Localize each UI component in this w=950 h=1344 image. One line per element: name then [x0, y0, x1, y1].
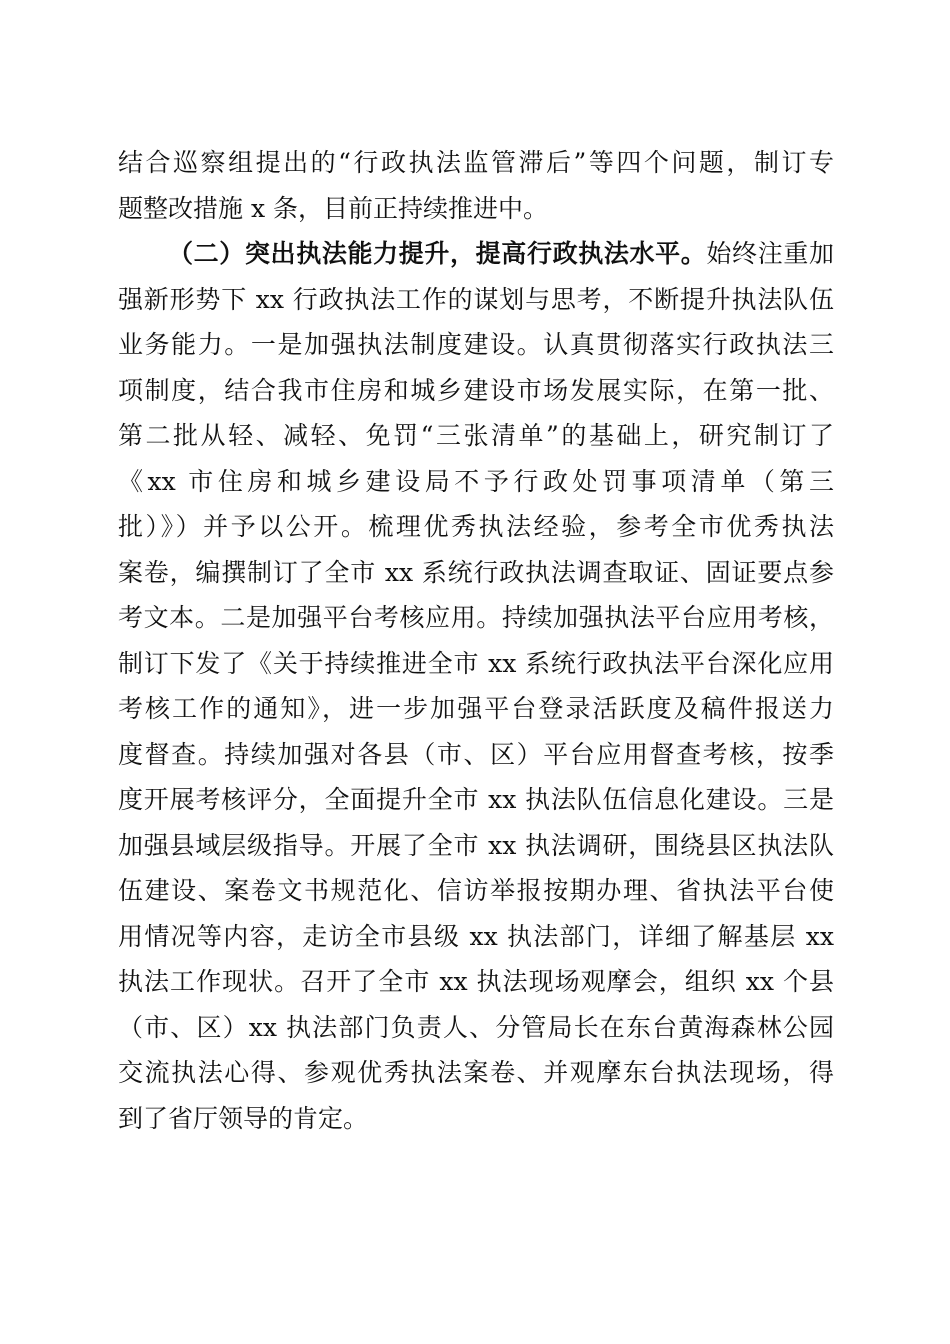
text-line-15: 度开展考核评分，全面提升全市 xx 执法队伍信息化建设。三是 — [118, 785, 834, 814]
text-line-10: 案卷，编撰制订了全市 xx 系统行政执法调查取证、固证要点参 — [118, 557, 834, 587]
text-line-5: 业务能力。一是加强执法制度建设。认真贯彻落实行政执法三 — [118, 330, 834, 359]
text-line-1: 结合巡察组提出的“行政执法监管滞后”等四个问题，制订专 — [118, 148, 834, 177]
text-line-6: 项制度，结合我市住房和城乡建设市场发展实际，在第一批、 — [118, 375, 834, 405]
text-line-12: 制订下发了《关于持续推进全市 xx 系统行政执法平台深化应用 — [118, 648, 834, 678]
text-line-16: 加强县域层级指导。开展了全市 xx 执法调研，围绕县区执法队 — [118, 830, 834, 860]
text-line-11: 考文本。二是加强平台考核应用。持续加强执法平台应用考核， — [118, 603, 834, 632]
section-heading-continuation: 始终注重加 — [706, 239, 834, 268]
text-line-17: 伍建设、案卷文书规范化、信访举报按期办理、省执法平台使 — [118, 876, 834, 905]
text-line-7: 第二批从轻、减轻、免罚“三张清单”的基础上，研究制订了 — [118, 421, 834, 450]
text-line-21: 交流执法心得、参观优秀执法案卷、并观摩东台执法现场，得 — [118, 1058, 834, 1087]
text-line-19: 执法工作现状。召开了全市 xx 执法现场观摩会，组织 xx 个县 — [118, 967, 834, 996]
text-line-13: 考核工作的通知》，进一步加强平台登录活跃度及稿件报送力 — [118, 694, 834, 723]
text-line-18: 用情况等内容，走访全市县级 xx 执法部门，详细了解基层 xx — [118, 921, 834, 951]
text-line-20: （市、区）xx 执法部门负责人、分管局长在东台黄海森林公园 — [118, 1012, 834, 1042]
section-heading: （二）突出执法能力提升，提高行政执法水平。 — [168, 239, 707, 268]
text-line-2: 题整改措施 x 条，目前正持续推进中。 — [118, 193, 548, 223]
text-line-9: 批）》）并予以公开。梳理优秀执法经验，参考全市优秀执法 — [118, 512, 834, 541]
text-line-22: 到了省厅领导的肯定。 — [118, 1103, 369, 1133]
document-body — [118, 140, 834, 1141]
text-line-8: 《xx 市住房和城乡建设局不予行政处罚事项清单（第三 — [118, 466, 834, 496]
text-line-4: 强新形势下 xx 行政执法工作的谋划与思考，不断提升执法队伍 — [118, 284, 834, 314]
section-heading-line — [118, 231, 834, 277]
text-line-14: 度督查。持续加强对各县（市、区）平台应用督查考核，按季 — [118, 739, 834, 769]
